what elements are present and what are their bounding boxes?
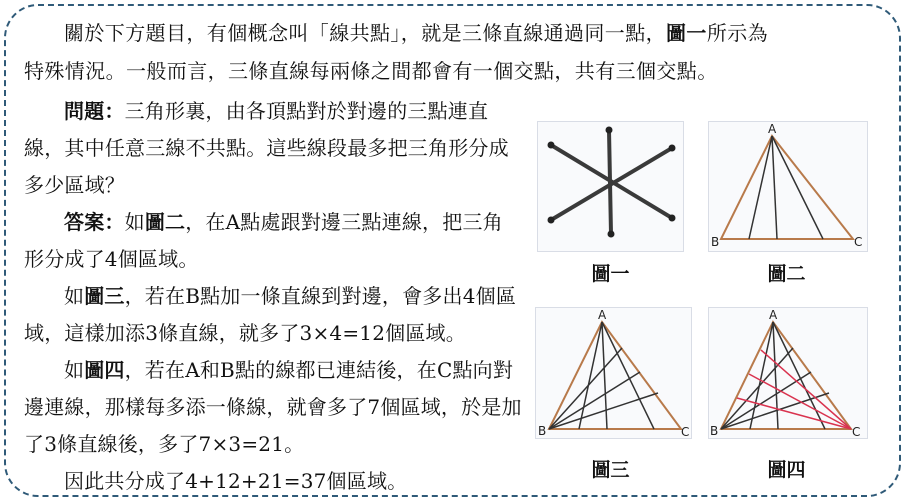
answer-paragraph-4 [24, 463, 522, 500]
figure-2-diagram [709, 122, 869, 253]
answer-paragraph-2 [24, 278, 522, 352]
figure-3 [535, 307, 692, 439]
answer-text: 如 [64, 284, 85, 308]
vertex-c-label: C [854, 235, 863, 249]
line-3 [609, 130, 611, 234]
answer-text: ，若在B點加一條直線到對邊，會多出4個區域，這樣加添3條直線，就多了3×4=12個區域。 [24, 284, 517, 345]
figure3-ref: 圖三 [84, 284, 125, 308]
figure4-ref: 圖四 [84, 358, 125, 382]
vertex-a-label: A [769, 308, 778, 322]
answer-text: 如 [64, 358, 85, 382]
answer-paragraph-1 [24, 204, 522, 278]
figure-2-caption: 圖二 [767, 263, 806, 285]
endpoint [608, 231, 615, 238]
vertex-a-label: A [598, 308, 607, 322]
figure-4 [708, 307, 868, 439]
cevian-a [602, 322, 607, 429]
endpoint [669, 145, 676, 152]
figure-4-caption: 圖四 [767, 459, 806, 481]
figure-4-diagram [709, 308, 869, 440]
vertex-a-label: A [768, 122, 777, 136]
triangle [549, 322, 681, 429]
cevian-a [602, 322, 654, 429]
answer-paragraph-3 [24, 352, 522, 463]
figure-1-caption: 圖一 [591, 263, 630, 285]
figure-2 [708, 121, 868, 252]
endpoint [606, 127, 613, 134]
problem-paragraph [24, 93, 522, 204]
triangle [721, 322, 851, 429]
endpoint [669, 215, 676, 222]
answer-text: ，在A點處跟對邊三點連線，把三角形分成了4個區域。 [24, 210, 503, 271]
answer-text: 如 [124, 210, 145, 234]
answer-label: 答案： [64, 210, 125, 234]
figure-1 [537, 121, 684, 252]
intro-text-2: 所示為 [706, 21, 769, 45]
endpoint [548, 142, 555, 149]
cevian [749, 136, 772, 239]
vertex-b-label: B [710, 424, 719, 438]
vertex-b-label: B [538, 424, 547, 438]
cevian-a [773, 322, 825, 429]
vertex-b-label: B [711, 235, 720, 249]
problem-text: 三角形裏，由各頂點對於對邊的三點連直線，其中任意三線不共點。這些線段最多把三角形分成多少區域？ [24, 99, 509, 197]
answer-text: ，若在A和B點的線都已連結後，在C點向對邊連線，那樣每多添一條線，就會多了7個區域，於是加了3條直線後，多了7×3=21。 [24, 358, 522, 456]
figure-1-diagram [538, 122, 685, 253]
vertex-c-label: C [681, 425, 690, 439]
figure-3-caption: 圖三 [591, 459, 630, 481]
problem-label: 問題： [64, 99, 125, 123]
cevian [772, 136, 823, 239]
intro-text-1: 關於下方題目，有個概念叫「線共點」，就是三條直線通過同一點， [64, 21, 666, 45]
answer-text: 因此共分成了4+12+21=37個區域。 [64, 469, 408, 493]
cevian [772, 136, 777, 239]
cevian-a [773, 322, 778, 429]
vertex-c-label: C [852, 425, 861, 439]
problem-answer-block [24, 93, 522, 500]
figure2-ref: 圖二 [144, 210, 186, 234]
intro-text-3: 特殊情況。一般而言，三條直線每兩條之間都會有一個交點，共有三個交點。 [24, 59, 718, 83]
intro-figure1-ref: 圖一 [666, 21, 707, 45]
triangle [721, 136, 853, 239]
intro-paragraph [24, 14, 886, 90]
figure-3-diagram [536, 308, 693, 440]
endpoint [548, 217, 555, 224]
